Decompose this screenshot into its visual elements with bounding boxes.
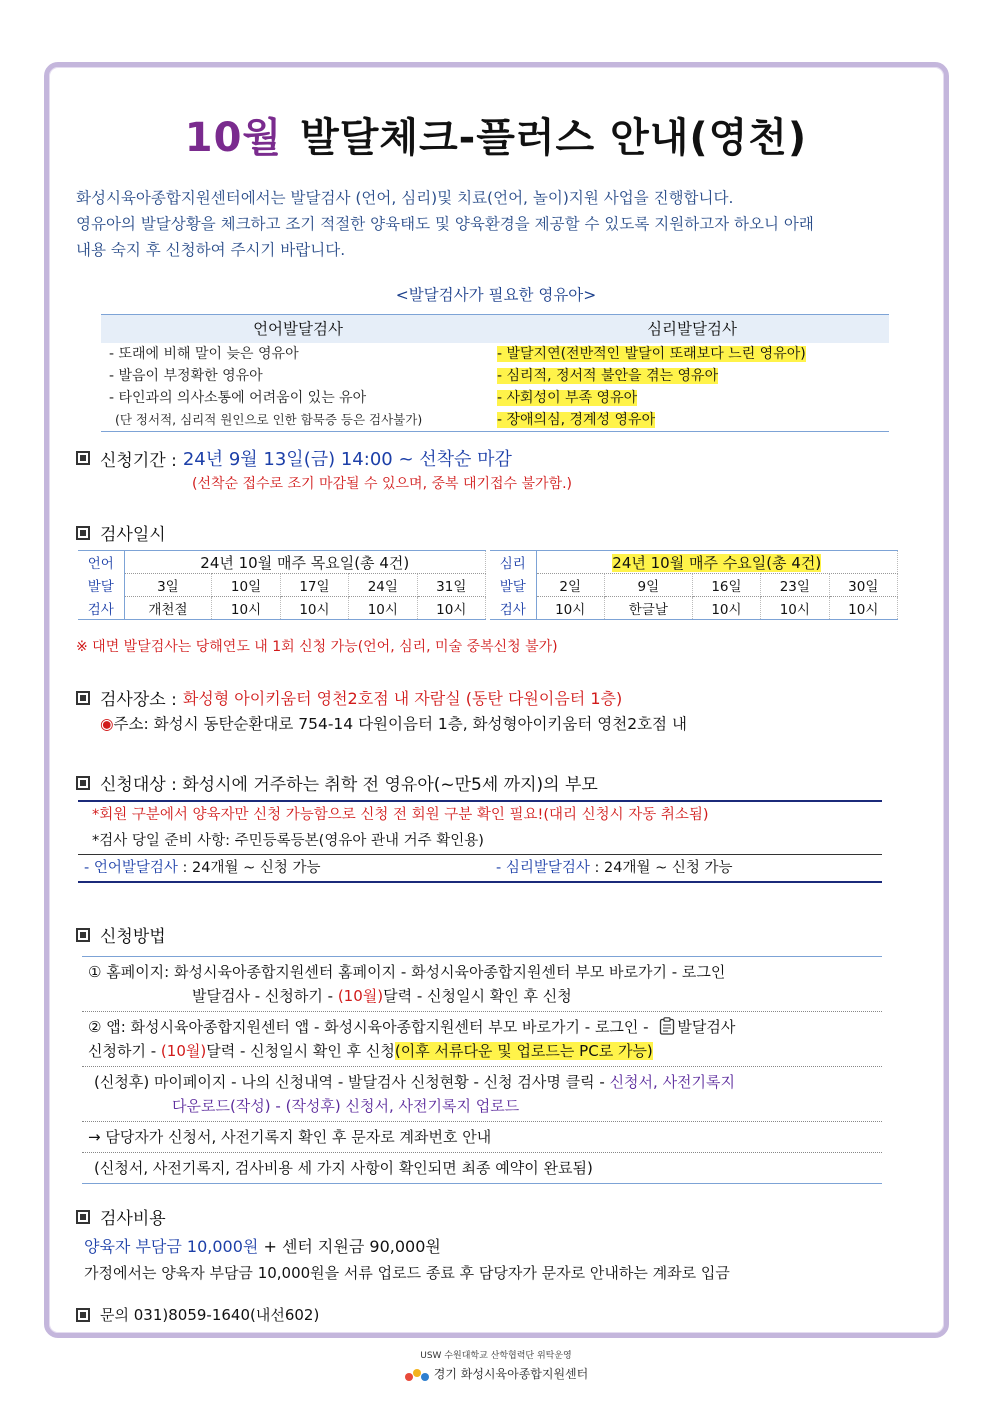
psy-side-label: 검사 bbox=[490, 597, 536, 620]
footer-center-name: 경기 화성시육아종합지원센터 bbox=[433, 1367, 589, 1381]
target-age-row bbox=[78, 854, 882, 883]
after-upload: 다운로드(작성) - (작성후) 신청서, 사전기록지 업로드 bbox=[172, 1097, 520, 1115]
period-note: (선착순 접수로 조기 마감될 수 있으며, 중복 대기접수 불가함.) bbox=[192, 476, 573, 492]
lang-side-label: 검사 bbox=[78, 597, 124, 620]
needs-title: <발달검사가 필요한 영유아> bbox=[395, 286, 597, 304]
step1-pre: 발달검사 - 신청하기 - bbox=[192, 987, 338, 1005]
cost-desc: 가정에서는 양육자 부담금 10,000원을 서류 업로드 종료 후 담당자가 문자로 안내하는 계좌로 입금 bbox=[84, 1264, 730, 1282]
method-after bbox=[82, 1067, 882, 1122]
step2-line1-end: 발달검사 bbox=[677, 1018, 736, 1036]
needs-lang-item: - 발음이 부정확한 영유아 bbox=[109, 368, 263, 384]
lang-time: 10시 bbox=[417, 597, 485, 620]
place-value: 화성형 아이키움터 영천2호점 내 자람실 (동탄 다원이음터 1층) bbox=[182, 689, 623, 708]
method-step-homepage bbox=[82, 957, 882, 1012]
lang-side-label: 언어 bbox=[78, 551, 124, 574]
address-text: 주소: 화성시 동탄순환대로 754-14 다원이음터 1층, 화성형아이키움터 영천2호점 내 bbox=[113, 715, 687, 733]
psy-time: 10시 bbox=[829, 597, 897, 620]
psy-date: 9일 bbox=[604, 574, 692, 597]
needs-table bbox=[101, 314, 889, 432]
psy-schedule-header bbox=[536, 551, 898, 574]
psy-date: 23일 bbox=[761, 574, 829, 597]
psy-schedule-header-text: 24년 10월 매주 수요일(총 4건) bbox=[612, 553, 822, 572]
target-section bbox=[76, 770, 598, 795]
footer-center bbox=[0, 1365, 992, 1383]
psy-schedule-table bbox=[490, 550, 898, 620]
step1-line1: ① 홈페이지: 화성시육아종합지원센터 홈페이지 - 화성시육아종합지원센터 부모 바로가기 - 로그인 bbox=[88, 963, 726, 981]
target-box bbox=[78, 800, 882, 883]
method-arrow: → 담당자가 신청서, 사전기록지 확인 후 문자로 계좌번호 안내 bbox=[82, 1122, 882, 1153]
intro-text bbox=[76, 185, 926, 263]
target-warning: *회원 구분에서 양육자만 신청 가능함으로 신청 전 회원 구분 확인 필요!(대리 신청시 자동 취소됨) bbox=[92, 807, 709, 823]
title-month: 10월 bbox=[184, 115, 283, 161]
lang-side-label: 발달 bbox=[78, 574, 124, 597]
needs-psy-item: - 심리적, 정서적 불안을 겪는 영유아 bbox=[497, 368, 719, 384]
lang-age-value: : 24개월 ~ 신청 가능 bbox=[177, 860, 321, 876]
psy-time: 10시 bbox=[536, 597, 604, 620]
psy-age-value: : 24개월 ~ 신청 가능 bbox=[589, 860, 733, 876]
method-step-app bbox=[82, 1012, 882, 1067]
psy-time: 한글날 bbox=[604, 597, 692, 620]
psy-side-label: 발달 bbox=[490, 574, 536, 597]
period-value: 24년 9월 13일(금) 14:00 ~ 선착순 마감 bbox=[182, 449, 512, 470]
psy-date: 16일 bbox=[692, 574, 760, 597]
schedule-section bbox=[76, 520, 166, 545]
step1-post: 달력 - 신청일시 확인 후 신청 bbox=[383, 987, 572, 1005]
footer-operator: USW 수원대학교 산학협력단 위탁운영 bbox=[420, 1351, 572, 1361]
psy-time: 10시 bbox=[692, 597, 760, 620]
step2-line2 bbox=[88, 1039, 882, 1063]
target-prep: *검사 당일 준비 사항: 주민등록등본(영유아 관내 거주 확인용) bbox=[92, 833, 484, 849]
lang-schedule-table bbox=[78, 550, 486, 620]
square-bullet-icon bbox=[76, 691, 90, 705]
lang-age-name: 언어발달검사 bbox=[93, 860, 178, 876]
step2-month: (10월) bbox=[160, 1042, 207, 1060]
lang-time: 10시 bbox=[280, 597, 348, 620]
needs-header-lang: 언어발달검사 bbox=[253, 320, 343, 338]
step2-pre: 신청하기 - bbox=[88, 1042, 161, 1060]
step2-pc-note: (이후 서류다운 및 업로드는 PC로 가능) bbox=[394, 1042, 653, 1060]
square-bullet-icon bbox=[76, 451, 90, 465]
cost-label: 검사비용 bbox=[100, 1209, 166, 1229]
clipboard-icon bbox=[659, 1017, 675, 1035]
square-bullet-icon bbox=[76, 928, 90, 942]
psy-side-label: 심리 bbox=[490, 551, 536, 574]
method-box bbox=[82, 956, 882, 1184]
intro-line: 화성시육아종합지원센터에서는 발달검사 (언어, 심리)및 치료(언어, 놀이)지원 사업을 진행합니다. bbox=[76, 189, 734, 207]
step1-month: (10월) bbox=[337, 987, 384, 1005]
intro-line: 영유아의 발달상황을 체크하고 조기 적절한 양육태도 및 양육환경을 제공할 수 있도록 지원하고자 하오니 아래 bbox=[76, 215, 814, 233]
cost-section bbox=[76, 1204, 166, 1229]
footer bbox=[0, 1348, 992, 1383]
psy-age-name: 심리발달검사 bbox=[505, 860, 590, 876]
needs-psy-item: - 사회성이 부족 영유아 bbox=[497, 390, 638, 406]
method-section bbox=[76, 922, 166, 947]
lang-time: 개천절 bbox=[124, 597, 212, 620]
lang-date: 24일 bbox=[349, 574, 417, 597]
target-label: 신청대상 : 화성시에 거주하는 취학 전 영유아(~만5세 까지)의 부모 bbox=[100, 775, 598, 795]
method-final: (신청서, 사전기록지, 검사비용 세 가지 사항이 확인되면 최종 예약이 완료됨) bbox=[94, 1159, 593, 1177]
period-section bbox=[76, 445, 512, 471]
lang-time: 10시 bbox=[349, 597, 417, 620]
center-logo-icon bbox=[404, 1367, 430, 1383]
lang-time: 10시 bbox=[212, 597, 280, 620]
cost-summary bbox=[84, 1234, 441, 1257]
method-label: 신청방법 bbox=[100, 927, 166, 947]
psy-age-dash: - bbox=[496, 860, 506, 876]
needs-psy-item: - 장애의심, 경계성 영유아 bbox=[497, 412, 656, 428]
square-bullet-icon bbox=[76, 1308, 90, 1322]
lang-age-dash: - bbox=[84, 860, 94, 876]
address-bullet-icon: ◉ bbox=[100, 715, 114, 733]
contact-section bbox=[76, 1304, 319, 1325]
intro-line: 내용 숙지 후 신청하여 주시기 바랍니다. bbox=[76, 241, 346, 259]
after-docs: 신청서, 사전기록지 bbox=[609, 1073, 736, 1091]
lang-date: 17일 bbox=[280, 574, 348, 597]
place-label: 검사장소 : bbox=[100, 690, 177, 710]
needs-header-psy: 심리발달검사 bbox=[647, 320, 737, 338]
square-bullet-icon bbox=[76, 776, 90, 790]
needs-lang-item: - 또래에 비해 말이 늦은 영유아 bbox=[109, 346, 299, 362]
period-label: 신청기간 : bbox=[100, 450, 177, 471]
schedule-label: 검사일시 bbox=[100, 525, 166, 545]
schedule-note: ※ 대면 발달검사는 당해연도 내 1회 신청 가능(언어, 심리, 미술 중복신청 불가) bbox=[76, 639, 558, 655]
needs-lang-item: - 타인과의 의사소통에 어려움이 있는 유아 bbox=[109, 390, 367, 406]
place-section bbox=[76, 685, 622, 710]
lang-date: 31일 bbox=[417, 574, 485, 597]
cost-parent: 양육자 부담금 10,000원 bbox=[84, 1237, 259, 1256]
step2-line1: ② 앱: 화성시육아종합지원센터 앱 - 화성시육아종합지원센터 부모 바로가기 - 로그인 - bbox=[88, 1018, 654, 1036]
after-pre: (신청후) 마이페이지 - 나의 신청내역 - 발달검사 신청현황 - 신청 검사명 클릭 - bbox=[94, 1073, 610, 1091]
title-rest: 발달체크-플러스 안내(영천) bbox=[300, 115, 808, 161]
page-title bbox=[0, 106, 992, 163]
lang-date: 3일 bbox=[124, 574, 212, 597]
square-bullet-icon bbox=[76, 526, 90, 540]
needs-psy-item: - 발달지연(전반적인 발달이 또래보다 느린 영유아) bbox=[497, 346, 806, 362]
lang-schedule-header: 24년 10월 매주 목요일(총 4건) bbox=[124, 551, 486, 574]
square-bullet-icon bbox=[76, 1210, 90, 1224]
step1-line2 bbox=[88, 984, 882, 1008]
psy-date: 30일 bbox=[829, 574, 897, 597]
contact-label: 문의 031)8059-1640(내선602) bbox=[100, 1306, 320, 1324]
step2-mid: 달력 - 신청일시 확인 후 신청 bbox=[206, 1042, 395, 1060]
psy-time: 10시 bbox=[761, 597, 829, 620]
cost-center: + 센터 지원금 90,000원 bbox=[258, 1237, 441, 1256]
needs-lang-note: (단 정서적, 심리적 원인으로 인한 함묵증 등은 검사불가) bbox=[115, 412, 423, 427]
lang-date: 10일 bbox=[212, 574, 280, 597]
psy-date: 2일 bbox=[536, 574, 604, 597]
place-address bbox=[100, 712, 687, 734]
